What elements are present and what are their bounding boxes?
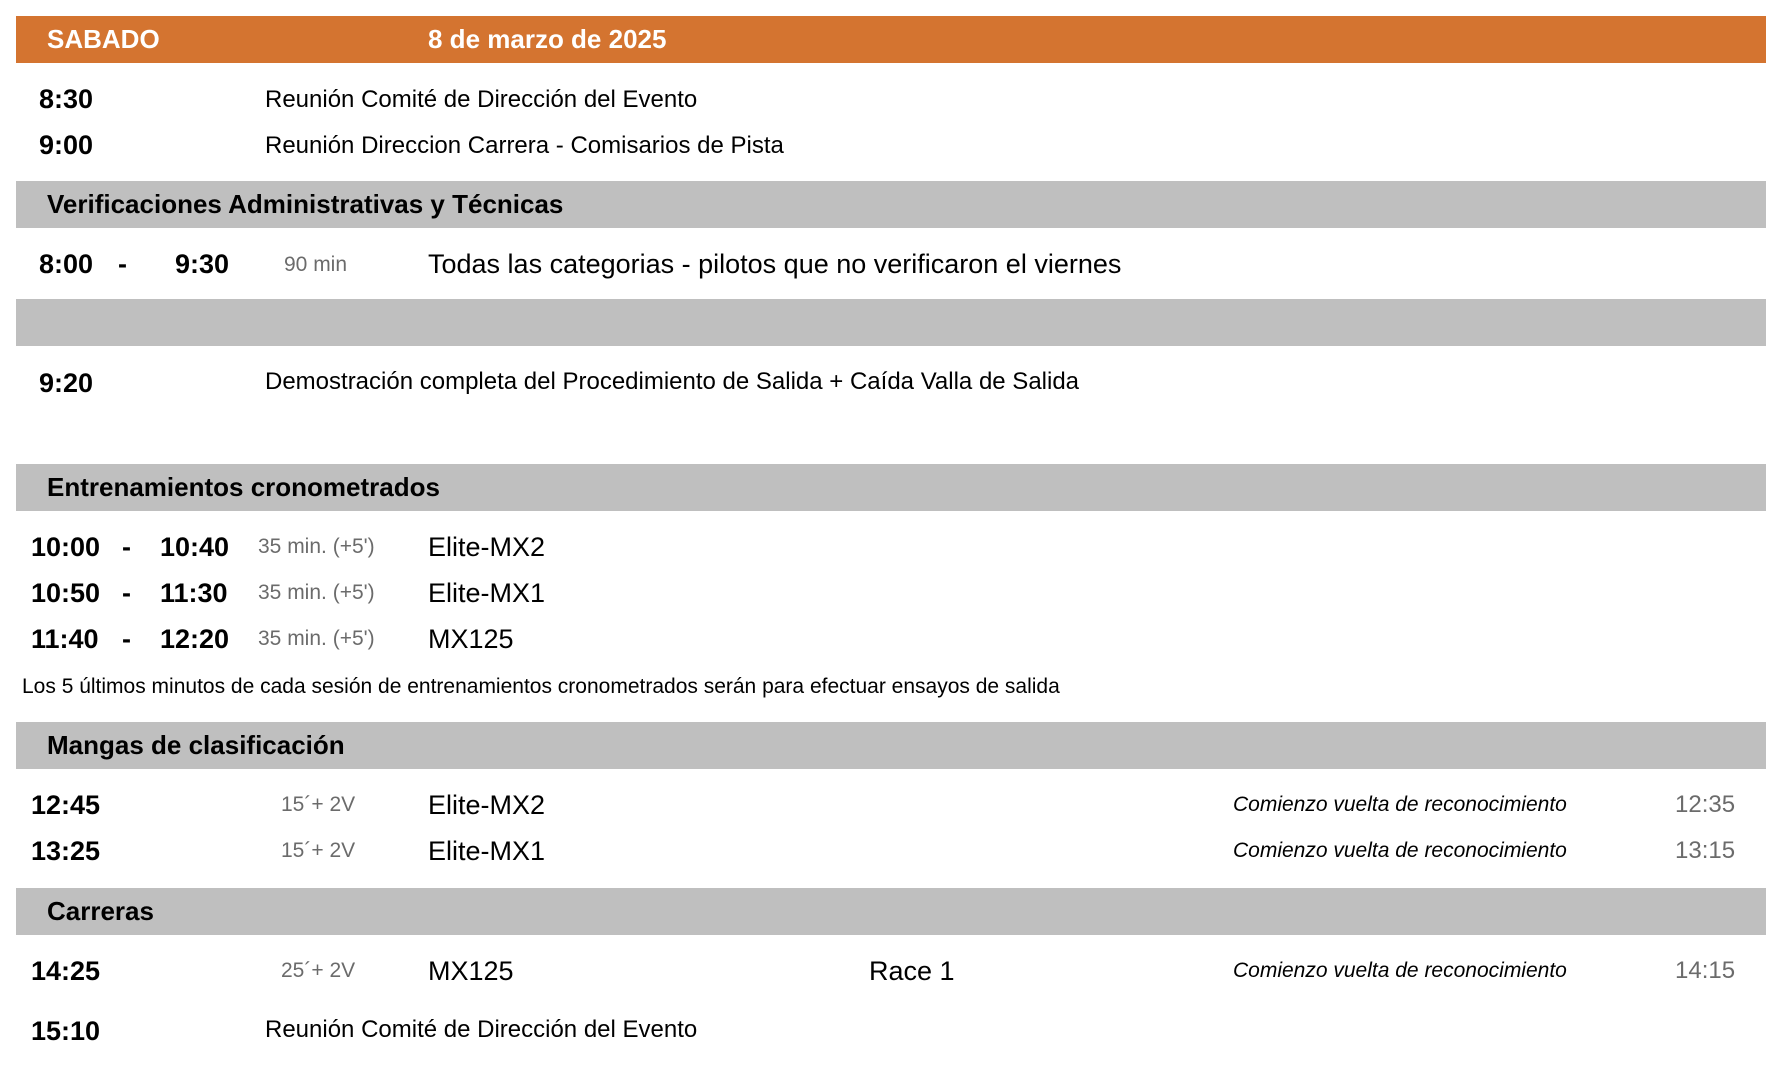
entr-dash-1: - [122,532,131,562]
section-title-carreras: Carreras [47,896,154,926]
day-header-bar [16,16,1766,63]
carrera-duration-1: 25´+ 2V [281,959,356,982]
entr-start-2: 10:50 [31,578,101,608]
manga-category-2: Elite-MX1 [428,836,546,866]
carrera-category-1: MX125 [428,956,514,986]
carrera-race-label-1: Race 1 [869,956,955,986]
intro-time-2: 9:00 [39,130,94,160]
manga-recon-label-2: Comienzo vuelta de reconocimiento [1233,839,1567,862]
section-title-entrenamientos: Entrenamientos cronometrados [47,472,440,502]
intro-desc-1: Reunión Comité de Dirección del Evento [265,86,698,113]
section-title-verificaciones: Verificaciones Administrativas y Técnicas [47,189,564,219]
entr-end-2: 11:30 [160,578,228,608]
entr-end-3: 12:20 [160,624,230,654]
closing-time: 15:10 [31,1016,101,1046]
demo-time: 9:20 [39,368,94,398]
entr-category-1: Elite-MX2 [428,532,546,562]
manga-time-2: 13:25 [31,836,101,866]
day-label: SABADO [47,24,160,54]
intro-desc-2: Reunión Direccion Carrera - Comisarios de Pista [265,132,784,159]
verif-desc: Todas las categorias - pilotos que no verificaron el viernes [428,249,1122,279]
intro-time-1: 8:30 [39,84,94,114]
closing-desc: Reunión Comité de Dirección del Evento [265,1016,698,1043]
carrera-recon-label-1: Comienzo vuelta de reconocimiento [1233,959,1567,982]
entr-end-1: 10:40 [160,532,230,562]
section-bar-carreras [16,888,1766,935]
manga-duration-2: 15´+ 2V [281,839,356,862]
manga-recon-label-1: Comienzo vuelta de reconocimiento [1233,793,1567,816]
verif-start-time: 8:00 [39,249,94,279]
manga-recon-time-1: 12:35 [1675,791,1736,818]
entr-dash-2: - [122,578,131,608]
entr-category-2: Elite-MX1 [428,578,546,608]
entr-dash-3: - [122,624,131,654]
carrera-recon-time-1: 14:15 [1675,957,1736,984]
manga-time-1: 12:45 [31,790,101,820]
entr-duration-2: 35 min. (+5') [258,581,375,604]
entr-start-3: 11:40 [31,624,99,654]
entrenamientos-note: Los 5 últimos minutos de cada sesión de entrenamientos cronometrados serán para efectuar ensayos de salida [22,675,1060,698]
carrera-time-1: 14:25 [31,956,101,986]
date-label: 8 de marzo de 2025 [428,24,667,54]
verif-end-time: 9:30 [175,249,230,279]
manga-duration-1: 15´+ 2V [281,793,356,816]
empty-section-bar [16,299,1766,346]
section-title-mangas: Mangas de clasificación [47,730,345,760]
entr-category-3: MX125 [428,624,514,654]
entr-duration-3: 35 min. (+5') [258,627,375,650]
verif-dash: - [118,249,127,279]
manga-category-1: Elite-MX2 [428,790,546,820]
verif-duration: 90 min [284,253,348,276]
entr-start-1: 10:00 [31,532,101,562]
entr-duration-1: 35 min. (+5') [258,535,375,558]
manga-recon-time-2: 13:15 [1675,837,1736,864]
demo-desc: Demostración completa del Procedimiento de Salida + Caída Valla de Salida [265,368,1080,395]
